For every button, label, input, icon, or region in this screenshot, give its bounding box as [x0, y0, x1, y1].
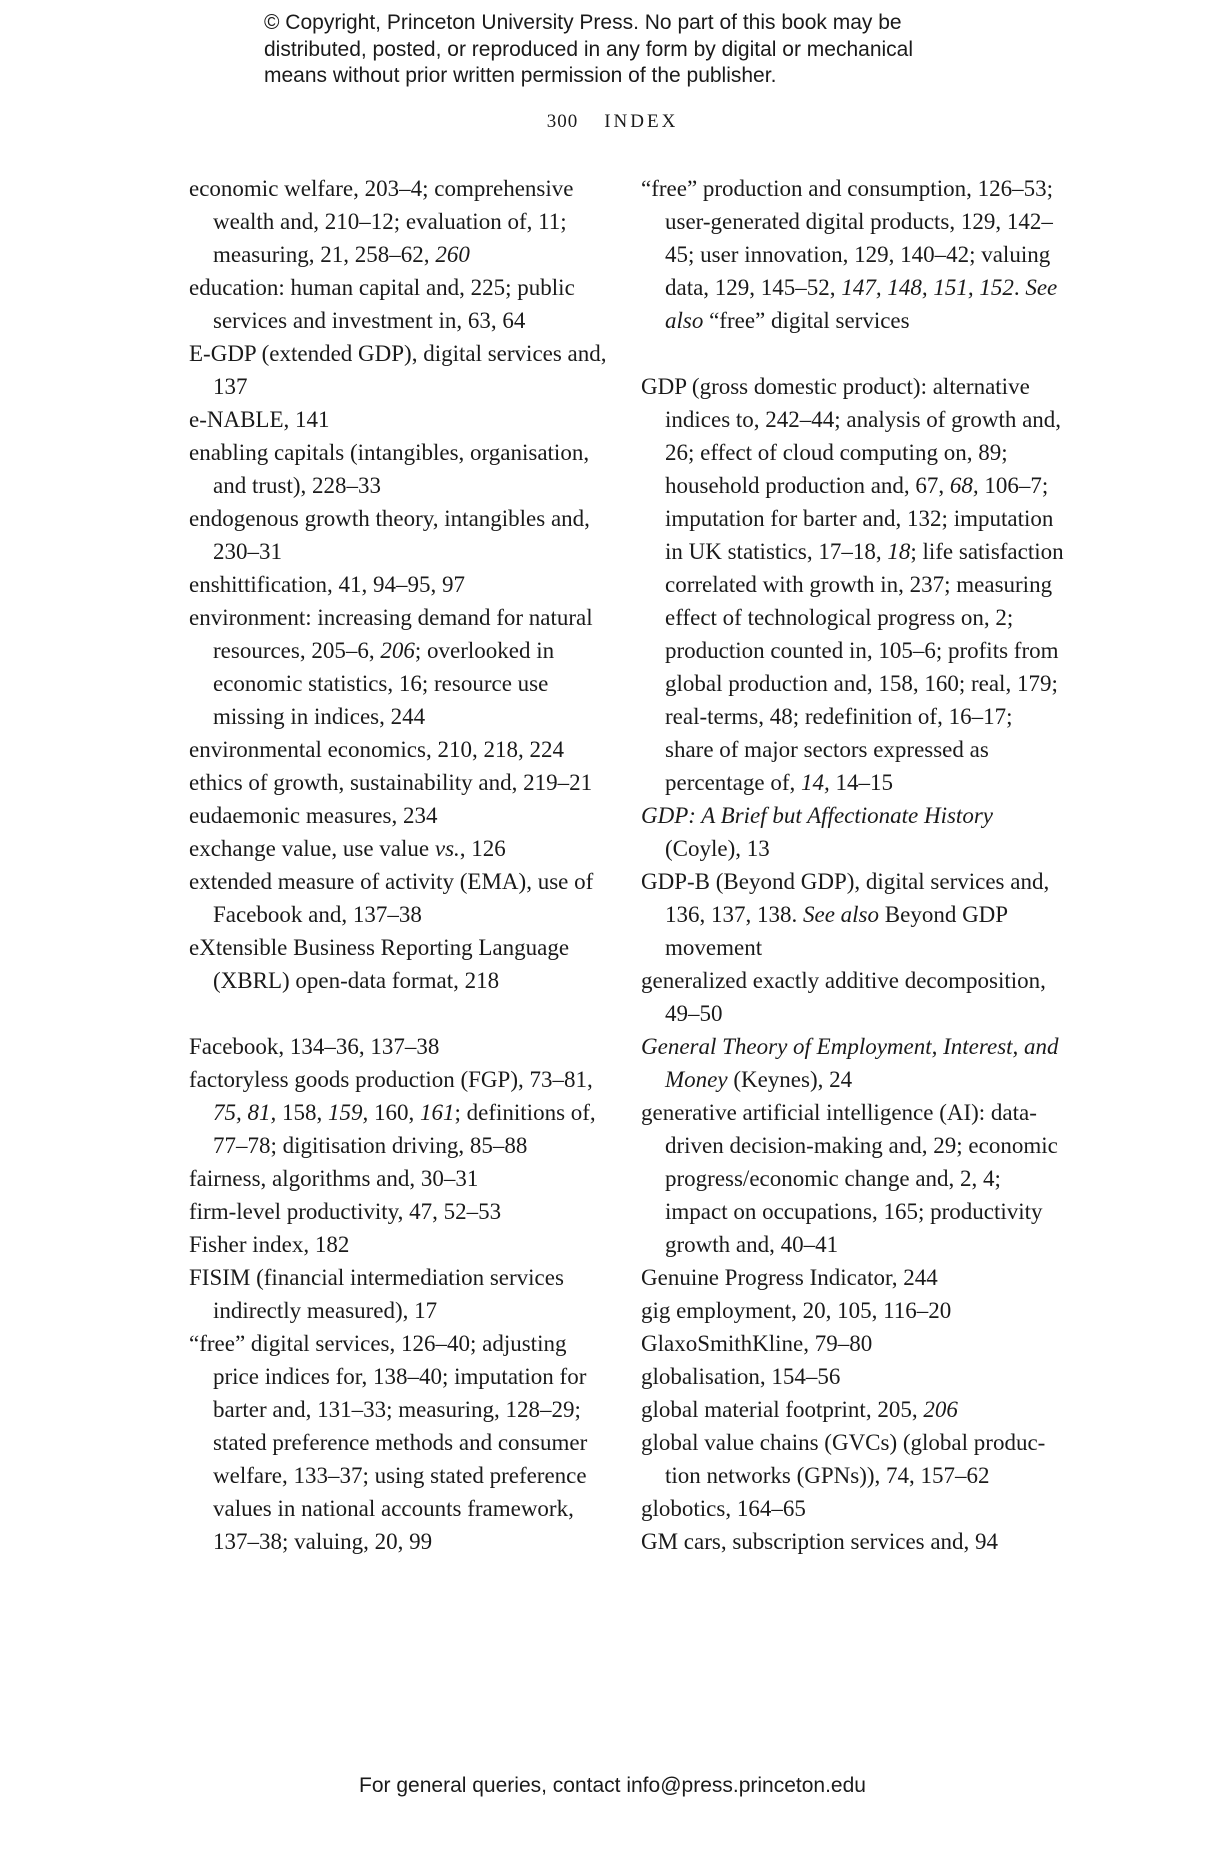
- index-entry: globalisation, 154–56: [641, 1364, 841, 1389]
- index-entry: “free” production and consumption, 126–53; user-generated digital products, 129, 142–45; user innovation, 129, 140–42; valuing data, 129, 145–52, 147, 148, 151, 152. See also “free” digital services: [641, 176, 1058, 333]
- index-column-right: [641, 172, 1066, 1558]
- page-number: 300: [546, 111, 579, 132]
- index-entry: global value chains (GVCs) (global produc-tion networks (GPNs)), 74, 157–62: [641, 1430, 1046, 1488]
- italic-locator: 18: [887, 539, 911, 564]
- index-entry: endogenous growth theory, intangibles and, 230–31: [189, 506, 590, 564]
- index-entry: “free” digital services, 126–40; adjusting price indices for, 138–40; imputation for barter and, 131–33; measuring, 128–29; stated preference methods and consumer welfare, 133–37; using stated preference values in national accounts framework, 137–38; valuing, 20, 99: [189, 1331, 588, 1554]
- italic-locator: 206: [380, 638, 415, 663]
- index-entry: Fisher index, 182: [189, 1232, 350, 1257]
- index-entry: eudaemonic measures, 234: [189, 803, 438, 828]
- index-entry: economic welfare, 203–4; comprehensive wealth and, 210–12; evaluation of, 11; measuring, 21, 258–62, 260: [189, 176, 574, 267]
- italic-locator: 260: [435, 242, 470, 267]
- index-entry: Facebook, 134–36, 137–38: [189, 1034, 440, 1059]
- index-entry: enabling capitals (intangibles, organisation, and trust), 228–33: [189, 440, 590, 498]
- index-entry: GDP-B (Beyond GDP), digital services and, 136, 137, 138. See also Beyond GDP movement: [641, 869, 1050, 960]
- index-column-left: [189, 172, 609, 1558]
- index-entry: Genuine Progress Indicator, 244: [641, 1265, 938, 1290]
- index-entry: GlaxoSmithKline, 79–80: [641, 1331, 873, 1356]
- index-entry: environmental economics, 210, 218, 224: [189, 737, 564, 762]
- index-entry: global material footprint, 205, 206: [641, 1397, 958, 1422]
- index-entry: General Theory of Employment, Interest, and Money (Keynes), 24: [641, 1034, 1059, 1092]
- index-entry: enshittification, 41, 94–95, 97: [189, 572, 465, 597]
- index-entry: ethics of growth, sustainability and, 219–21: [189, 770, 593, 795]
- index-entry: environment: increasing demand for natural resources, 205–6, 206; overlooked in economic statistics, 16; resource use missing in indices, 244: [189, 605, 593, 729]
- italic-locator: vs.: [434, 836, 460, 861]
- copyright-line: means without prior written permission of the publisher.: [264, 64, 777, 87]
- italic-locator: 161: [420, 1100, 455, 1125]
- italic-locator: 159,: [328, 1100, 369, 1125]
- index-entry: extended measure of activity (EMA), use of Facebook and, 137–38: [189, 869, 594, 927]
- running-head: [0, 111, 1225, 133]
- index-entry: GDP: A Brief but Affectionate History (Coyle), 13: [641, 803, 993, 861]
- index-entry: gig employment, 20, 105, 116–20: [641, 1298, 952, 1323]
- index-entry: education: human capital and, 225; public services and investment in, 63, 64: [189, 275, 575, 333]
- italic-locator: 68,: [949, 473, 979, 498]
- section-title: INDEX: [604, 111, 679, 132]
- index-entry: e-NABLE, 141: [189, 407, 330, 432]
- index-entry: GDP (gross domestic product): alternative indices to, 242–44; analysis of growth and, 26; effect of cloud computing on, 89; household production and, 67, 68, 106–7; imputation for barter and, 132; imputation in UK statistics, 17–18, 18; life satisfaction correlated with growth in, 237; measuring effect of technological progress on, 2; production counted in, 105–6; profits from global production and, 158, 160; real, 179; real-terms, 48; redefinition of, 16–17; share of major sectors expressed as percentage of, 14, 14–15: [641, 374, 1064, 795]
- copyright-notice: [264, 10, 1024, 90]
- index-entry: factoryless goods production (FGP), 73–81, 75, 81, 158, 159, 160, 161; definitions of, 77–78; digitisation driving, 85–88: [189, 1067, 596, 1158]
- index-entry: GM cars, subscription services and, 94: [641, 1529, 999, 1554]
- index-entry: eXtensible Business Reporting Language (XBRL) open-data format, 218: [189, 935, 570, 993]
- italic-locator: See also: [803, 902, 880, 927]
- index-entry: E-GDP (extended GDP), digital services and, 137: [189, 341, 607, 399]
- index-entry: generative artificial intelligence (AI): data-driven decision-making and, 29; economic progress/economic change and, 2, 4; impact on occupations, 165; productivity growth and, 40–41: [641, 1100, 1058, 1257]
- italic-locator: General Theory of Employment, Interest, and Money: [641, 1034, 1059, 1092]
- index-entry: FISIM (financial intermediation services indirectly measured), 17: [189, 1265, 564, 1323]
- italic-locator: 75, 81,: [213, 1100, 277, 1125]
- italic-locator: 206: [923, 1397, 958, 1422]
- italic-locator: GDP: A Brief but Affectionate History: [641, 803, 993, 828]
- index-entry: globotics, 164–65: [641, 1496, 806, 1521]
- copyright-line: © Copyright, Princeton University Press. No part of this book may be: [264, 11, 902, 34]
- footer-contact: For general queries, contact info@press.princeton.edu: [359, 1774, 866, 1797]
- index-entry: fairness, algorithms and, 30–31: [189, 1166, 479, 1191]
- copyright-line: distributed, posted, or reproduced in any form by digital or mechanical: [264, 37, 914, 61]
- italic-locator: 14,: [801, 770, 830, 795]
- italic-locator: See also: [665, 275, 1058, 333]
- index-entry: generalized exactly additive decomposition, 49–50: [641, 968, 1046, 1026]
- index-entry: exchange value, use value vs., 126: [189, 836, 506, 861]
- index-entry: firm-level productivity, 47, 52–53: [189, 1199, 502, 1224]
- italic-locator: 147, 148, 151, 152: [841, 275, 1014, 300]
